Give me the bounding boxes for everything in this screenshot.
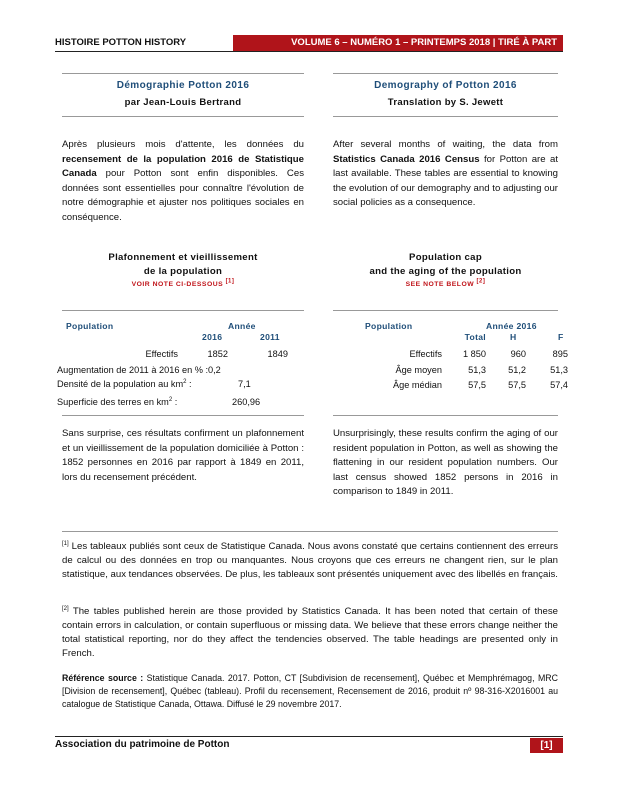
- en-value-h: 51,2: [508, 365, 526, 375]
- en-table-rule-bottom: [333, 415, 558, 416]
- en-table-header-annee: Année 2016: [486, 321, 537, 331]
- fr-intro-paragraph: Après plusieurs mois d'attente, les données du recensement de la population 2016 de Statistique Canada pour Potton sont enfin disponibles. Ces données sont essentielles pour connaître l'évolution de notre démographie et ajuster nos politiques sociales en conséquence.: [62, 139, 304, 223]
- en-intro-paragraph: After several months of waiting, the data from Statistics Canada 2016 Census for Potton are at last available. These tables are essential to knowing the evolution of our demography and to adjusting our social policies as a consequence.: [333, 139, 558, 208]
- en-value-f: 57,4: [550, 380, 568, 390]
- fr-table-header-population: Population: [66, 321, 114, 331]
- en-value-total: 51,3: [468, 365, 486, 375]
- page-header: [55, 35, 563, 51]
- footer-association: Association du patrimoine de Potton: [55, 739, 230, 750]
- page-number-badge: [1]: [530, 738, 563, 753]
- fr-conclusion-paragraph: Sans surprise, ces résultats confirment un plafonnement et un vieillissement de la population domiciliée à Potton : 1852 personnes en 2016 par rapport à 1849 en 2011, lors du recensement précédent.: [62, 428, 304, 483]
- en-table-header-h: H: [510, 332, 517, 342]
- en-section-title: Population cap and the aging of the population: [369, 252, 522, 277]
- en-conclusion-paragraph: Unsurprisingly, these results confirm the aging of our resident population in Potton, as well as showing the flattening in our resident population numbers. Our last census showed 1852 persons in 2016 in comparison to 1849 in 2011.: [333, 428, 558, 497]
- fr-section-title: Plafonnement et vieillissement de la population: [108, 252, 258, 277]
- en-byline: Translation by S. Jewett: [387, 97, 504, 108]
- issue-banner: VOLUME 6 – NUMÉRO 1 – PRINTEMPS 2018 | TIRÉ À PART: [233, 35, 563, 51]
- fr-title-rule-bottom: [62, 116, 304, 117]
- footer-divider: [55, 736, 563, 737]
- en-table-rule-top: [333, 310, 558, 311]
- footnote-1: [1] Les tableaux publiés sont ceux de Statistique Canada. Nous avons constaté que certains contiennent des erreurs de calcul ou des données en trop ou manquantes. Nous croyons que ces erreurs ne changent rien, sur le plan statistique, aux tendances observées. De plus, les tableaux sont présentés uniquement avec des libellés en français.: [62, 540, 558, 580]
- fr-row-label-effectifs: Effectifs: [145, 349, 178, 359]
- source-reference: Référence source : Statistique Canada. 2017. Potton, CT [Subdivision de recensement], Québec et Memphrémagog, MRC [Division de recensement], Québec (tableau). Profil du recensement, Recensement de 2016, produit nº 98-316-X2016001 au catalogue de Statistique Canada, Ottawa. Diffusé le 29 novembre 2017.: [62, 673, 558, 709]
- header-divider: [55, 51, 563, 52]
- fr-table-rule-bottom: [62, 415, 304, 416]
- fr-row-label-densite: Densité de la population au $km^2$ :: [57, 378, 192, 389]
- fr-table-header-annee: Année: [228, 321, 256, 331]
- fr-value-densite: 7,1: [238, 379, 251, 389]
- fr-value-superficie: 260,96: [232, 397, 261, 407]
- en-article-title: Demography of Potton 2016: [374, 80, 517, 91]
- fr-note-reference: VOIR NOTE CI-DESSOUS [1]: [131, 278, 235, 288]
- en-row-label: Âge moyen: [395, 365, 442, 375]
- en-value-h: 57,5: [508, 380, 526, 390]
- fr-article-title: Démographie Potton 2016: [116, 80, 250, 91]
- en-note-reference: SEE NOTE BELOW [2]: [405, 278, 486, 288]
- fr-byline: par Jean-Louis Bertrand: [124, 97, 242, 108]
- fr-value-augmentation: 0,2: [208, 365, 221, 375]
- en-row-label: Effectifs: [409, 349, 442, 359]
- en-value-f: 51,3: [550, 365, 568, 375]
- en-title-rule-bottom: [333, 116, 558, 117]
- en-table-header-total: Total: [464, 332, 486, 342]
- publication-name: HISTOIRE POTTON HISTORY: [55, 37, 187, 48]
- fr-row-label-augmentation: Augmentation de 2011 à 2016 en % :: [57, 365, 209, 375]
- fr-row-label-superficie: Superficie des terres en $km^2$ :: [57, 396, 178, 407]
- en-row-label: Âge médian: [392, 380, 442, 390]
- en-value-f: 895: [552, 349, 568, 359]
- fr-table-header-2011: 2011: [260, 332, 280, 342]
- en-value-total: 57,5: [468, 380, 486, 390]
- en-table-header-population: Population: [365, 321, 413, 331]
- en-table-header-f: F: [558, 332, 564, 342]
- fr-table-header-2016: 2016: [202, 332, 223, 342]
- en-value-h: 960: [510, 349, 526, 359]
- fr-title-rule-top: [62, 73, 304, 74]
- footnote-divider: [62, 531, 558, 532]
- en-intro-emphasis: Statistics Canada 2016 Census: [333, 153, 480, 165]
- fr-table-rule-top: [62, 310, 304, 311]
- en-title-rule-top: [333, 73, 558, 74]
- fr-intro-emphasis: recensement de la population 2016 de Statistique Canada: [62, 153, 304, 179]
- fr-value-effectifs-2011: 1849: [267, 349, 288, 359]
- fr-value-effectifs-2016: 1852: [207, 349, 228, 359]
- footnote-2: [2] The tables published herein are those provided by Statistics Canada. It has been noted that certain of these contain errors in calculation, or contain superfluous or missing data. We believe that these errors change neither the total statistical reporting, nor do they affect the tendencies observed. The table headings are presented only in French.: [62, 605, 558, 659]
- en-value-total: 1 850: [463, 349, 486, 359]
